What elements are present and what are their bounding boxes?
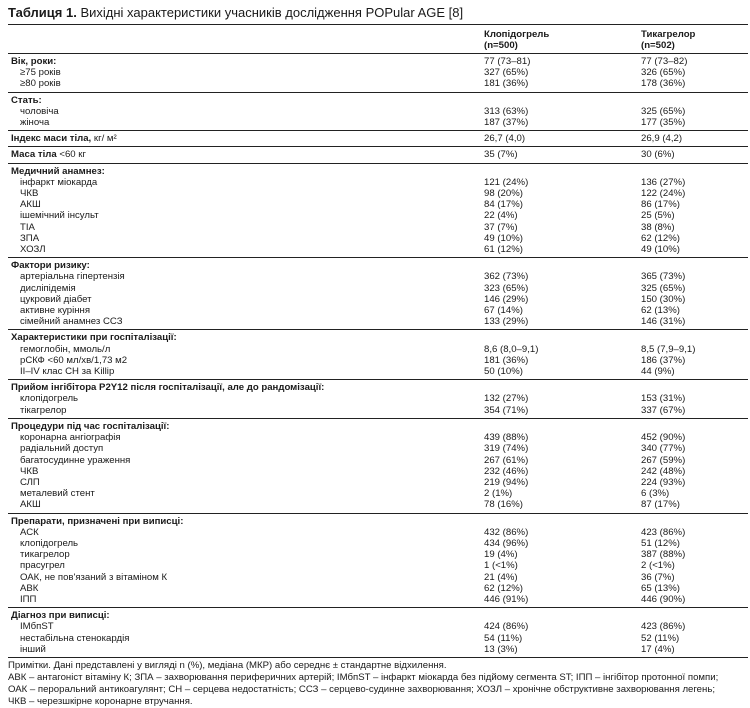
- ticagrelor-value: 65 (13%): [641, 582, 680, 594]
- table-row: [8, 418, 748, 432]
- table-row: [8, 488, 748, 499]
- header-ticagrelor: [637, 25, 748, 54]
- table-section: [8, 513, 748, 608]
- label-text: ≥80 років: [20, 78, 61, 90]
- clopidogrel-value: [480, 418, 637, 432]
- row-label: [8, 233, 480, 244]
- clopidogrel-value: 19 (4%): [484, 549, 518, 561]
- row-label: [8, 633, 480, 644]
- clopidogrel-value: 327 (65%): [484, 67, 529, 79]
- row-label: [8, 432, 480, 443]
- ticagrelor-value: 26,9 (4,2): [641, 133, 683, 145]
- label-text: АКШ: [20, 199, 41, 211]
- table-header-row: [8, 25, 748, 54]
- clopidogrel-value: 146 (29%): [484, 293, 529, 305]
- label-text: Препарати, призначені при виписці:: [11, 515, 184, 527]
- row-label: [8, 466, 480, 477]
- row-label: [8, 455, 480, 466]
- row-label: [8, 294, 480, 305]
- table-notes: [8, 660, 746, 708]
- row-label: [8, 527, 480, 538]
- row-label: [8, 405, 480, 419]
- clopidogrel-value: 354 (71%): [484, 404, 529, 416]
- clopidogrel-value: 439 (88%): [484, 432, 529, 444]
- section-header-label: [8, 608, 480, 622]
- clopidogrel-value: [480, 513, 637, 527]
- clopidogrel-value: 319 (74%): [484, 443, 529, 455]
- table-row: [8, 583, 748, 594]
- ticagrelor-value: 326 (65%): [641, 67, 686, 79]
- label-text: клопідогрель: [20, 537, 79, 549]
- label-text: ОАК, не пов'язаний з вітаміном К: [20, 571, 168, 583]
- clopidogrel-value: 219 (94%): [484, 476, 529, 488]
- label-text: ХОЗЛ: [20, 244, 46, 256]
- clopidogrel-value: 61 (12%): [484, 244, 523, 256]
- ticagrelor-value: 150 (30%): [641, 293, 686, 305]
- table-row: [8, 294, 748, 305]
- clopidogrel-value: 50 (10%): [484, 366, 523, 378]
- ticagrelor-value: 337 (67%): [641, 404, 686, 416]
- ticagrelor-value: [637, 258, 748, 272]
- label-text: клопідогрель: [20, 393, 79, 405]
- row-label: [8, 117, 480, 131]
- table-row: [8, 499, 748, 513]
- ticagrelor-value: 8,5 (7,9–9,1): [641, 343, 696, 355]
- table-row: [8, 283, 748, 294]
- table-row: [8, 527, 748, 538]
- row-label: [8, 549, 480, 560]
- clopidogrel-value: 446 (91%): [484, 593, 529, 605]
- label-text: АСК: [20, 526, 39, 538]
- row-label: [8, 443, 480, 454]
- row-label: [8, 271, 480, 282]
- clopidogrel-value: 77 (73–81): [484, 56, 531, 67]
- row-label: [8, 560, 480, 571]
- table-row: [8, 258, 748, 272]
- table-row: [8, 222, 748, 233]
- table-row: [8, 106, 748, 117]
- label-text: інший: [20, 643, 46, 655]
- row-label: [8, 177, 480, 188]
- table-row: [8, 78, 748, 92]
- table-row: [8, 117, 748, 131]
- label-text: II–IV клас СН за Killip: [20, 366, 115, 378]
- label-unit: кг/ м²: [91, 133, 117, 145]
- ticagrelor-value: 77 (73–82): [641, 56, 688, 67]
- section-header-label: [8, 513, 480, 527]
- table-row: [8, 330, 748, 344]
- label-text: тикагрелор: [20, 549, 70, 561]
- row-label: [8, 644, 480, 658]
- row-label: [8, 222, 480, 233]
- label-text: ЧКВ: [20, 188, 39, 200]
- note-line: ОАК – пероральний антикоагулянт; СН – серцева недостатність; ССЗ – серцево-судинне захворювання; ХОЗЛ – хронічне обструктивне захворювання легень;: [8, 683, 715, 695]
- label-text: ≥75 років: [20, 67, 61, 79]
- ticagrelor-value: 2 (<1%): [641, 560, 675, 572]
- table-section: [8, 418, 748, 513]
- clopidogrel-value: 323 (65%): [484, 282, 529, 294]
- header-label-cell: [8, 25, 480, 54]
- table-row: [8, 633, 748, 644]
- table-row: [8, 466, 748, 477]
- table-row: [8, 513, 748, 527]
- table-section: [8, 608, 748, 658]
- clopidogrel-value: [480, 258, 637, 272]
- note-line: ЧКВ – черезшкірне коронарне втручання.: [8, 695, 193, 707]
- table-row: [8, 271, 748, 282]
- ticagrelor-value: 325 (65%): [641, 282, 686, 294]
- label-text: цукровий діабет: [20, 293, 92, 305]
- label-text: Вік, роки:: [11, 56, 57, 67]
- ticagrelor-value: 340 (77%): [641, 443, 686, 455]
- row-label: [8, 594, 480, 608]
- row-label: [8, 477, 480, 488]
- clopidogrel-value: 21 (4%): [484, 571, 518, 583]
- header-ticagrelor-name: Тикагрелор: [641, 29, 696, 40]
- table-title-text: Вихідні характеристики учасників дослідження POPular AGE [8]: [76, 5, 464, 20]
- table-row: [8, 608, 748, 622]
- clopidogrel-value: 22 (4%): [484, 210, 518, 222]
- clopidogrel-value: 267 (61%): [484, 454, 529, 466]
- ticagrelor-value: 49 (10%): [641, 244, 680, 256]
- ticagrelor-value: 267 (59%): [641, 454, 686, 466]
- table-row: [8, 305, 748, 316]
- clopidogrel-value: 132 (27%): [484, 393, 529, 405]
- clopidogrel-value: 434 (96%): [484, 537, 529, 549]
- table-header: [8, 25, 748, 54]
- ticagrelor-value: 51 (12%): [641, 537, 680, 549]
- section-header-label: [8, 380, 480, 394]
- table-section: [8, 54, 748, 93]
- header-clopidogrel: [480, 25, 637, 54]
- label-text: Індекс маси тіла,: [11, 133, 92, 145]
- clopidogrel-value: 49 (10%): [484, 232, 523, 244]
- ticagrelor-value: 423 (86%): [641, 621, 686, 633]
- label-text: АКШ: [20, 499, 41, 511]
- label-text: ЗПА: [20, 232, 40, 244]
- ticagrelor-value: 387 (88%): [641, 549, 686, 561]
- clopidogrel-value: 54 (11%): [484, 632, 523, 644]
- row-label: [8, 210, 480, 221]
- row-label: [8, 488, 480, 499]
- row-label: [8, 106, 480, 117]
- ticagrelor-value: [637, 513, 748, 527]
- label-text: Прийом інгібітора P2Y12 після госпіталізації, але до рандомізації:: [11, 382, 325, 394]
- label-text: жіноча: [20, 117, 50, 129]
- table-row: [8, 366, 748, 380]
- table-row: [8, 560, 748, 571]
- clopidogrel-value: [480, 92, 637, 106]
- row-label: [8, 366, 480, 380]
- row-label: [8, 583, 480, 594]
- table-row: [8, 199, 748, 210]
- ticagrelor-value: 6 (3%): [641, 488, 670, 500]
- table-section: [8, 380, 748, 419]
- table-row: [8, 233, 748, 244]
- ticagrelor-value: 87 (17%): [641, 499, 680, 511]
- ticagrelor-value: 86 (17%): [641, 199, 680, 211]
- ticagrelor-value: 52 (11%): [641, 632, 680, 644]
- label-text: СЛП: [20, 476, 40, 488]
- clopidogrel-value: 84 (17%): [484, 199, 523, 211]
- table-row: [8, 621, 748, 632]
- row-label: [8, 572, 480, 583]
- label-text: Медичний анамнез:: [11, 165, 105, 177]
- label-text: Фактори ризику:: [11, 260, 90, 272]
- section-header-label: [8, 147, 480, 163]
- clopidogrel-value: 62 (12%): [484, 582, 523, 594]
- ticagrelor-value: 423 (86%): [641, 526, 686, 538]
- row-label: [8, 78, 480, 92]
- label-text: чоловіча: [20, 105, 59, 117]
- section-header-label: [8, 258, 480, 272]
- clopidogrel-value: 67 (14%): [484, 305, 523, 317]
- label-text: інфаркт міокарда: [20, 176, 98, 188]
- label-unit: <60 кг: [56, 149, 87, 161]
- label-text: Діагноз при виписці:: [11, 610, 110, 622]
- clopidogrel-value: 121 (24%): [484, 176, 529, 188]
- ticagrelor-value: 62 (12%): [641, 232, 680, 244]
- ticagrelor-value: [637, 380, 748, 394]
- note-line: АВК – антагоніст вітаміну К; ЗПА – захворювання периферичних артерій; ІМбпST – інфаркт міокарда без підйому сегмента ST; ІПП – інгібітор протонної помпи;: [8, 671, 719, 683]
- label-text: Процедури під час госпіталізації:: [11, 420, 170, 432]
- header-ticagrelor-n: (n=502): [641, 40, 675, 51]
- label-text: багатосудинне ураження: [20, 454, 131, 466]
- label-text: радіальний доступ: [20, 443, 104, 455]
- ticagrelor-value: [637, 418, 748, 432]
- clopidogrel-value: 1 (<1%): [484, 560, 518, 572]
- clopidogrel-value: [480, 163, 637, 177]
- row-label: [8, 538, 480, 549]
- label-text: Стать:: [11, 94, 42, 106]
- label-text: тікагрелор: [20, 404, 67, 416]
- ticagrelor-value: 242 (48%): [641, 465, 686, 477]
- clopidogrel-value: 362 (73%): [484, 271, 529, 283]
- ticagrelor-value: 177 (35%): [641, 117, 686, 129]
- clopidogrel-value: 26,7 (4,0): [484, 133, 526, 145]
- table-row: [8, 455, 748, 466]
- clopidogrel-value: 8,6 (8,0–9,1): [484, 343, 539, 355]
- ticagrelor-value: 452 (90%): [641, 432, 686, 444]
- ticagrelor-value: 365 (73%): [641, 271, 686, 283]
- header-clopidogrel-name: Клопідогрель: [484, 29, 550, 40]
- table-row: [8, 147, 748, 163]
- table-row: [8, 92, 748, 106]
- header-clopidogrel-n: (n=500): [484, 40, 518, 51]
- label-text: Характеристики при госпіталізації:: [11, 332, 177, 344]
- ticagrelor-value: 146 (31%): [641, 316, 686, 328]
- clopidogrel-value: 2 (1%): [484, 488, 513, 500]
- section-header-label: [8, 163, 480, 177]
- clopidogrel-value: [480, 330, 637, 344]
- table-row: [8, 244, 748, 258]
- label-text: металевий стент: [20, 488, 95, 500]
- ticagrelor-value: 136 (27%): [641, 176, 686, 188]
- table-title: [8, 4, 746, 24]
- label-text: артеріальна гіпертензія: [20, 271, 125, 283]
- clopidogrel-value: 13 (3%): [484, 643, 518, 655]
- table-row: [8, 572, 748, 583]
- table-section: [8, 258, 748, 330]
- table-section: [8, 92, 748, 131]
- clopidogrel-value: 181 (36%): [484, 78, 529, 90]
- label-text: коронарна ангіографія: [20, 432, 121, 444]
- table-row: [8, 210, 748, 221]
- table-row: [8, 538, 748, 549]
- clopidogrel-value: 78 (16%): [484, 499, 523, 511]
- table-section: [8, 330, 748, 380]
- row-label: [8, 283, 480, 294]
- row-label: [8, 499, 480, 513]
- ticagrelor-value: 178 (36%): [641, 78, 686, 90]
- table-row: [8, 443, 748, 454]
- clopidogrel-value: 37 (7%): [484, 221, 518, 233]
- table-row: [8, 355, 748, 366]
- row-label: [8, 316, 480, 330]
- ticagrelor-value: 325 (65%): [641, 105, 686, 117]
- clopidogrel-value: 133 (29%): [484, 316, 529, 328]
- ticagrelor-value: 122 (24%): [641, 188, 686, 200]
- table-row: [8, 177, 748, 188]
- label-text: прасугрел: [20, 560, 65, 572]
- clopidogrel-value: 98 (20%): [484, 188, 523, 200]
- ticagrelor-value: 25 (5%): [641, 210, 675, 222]
- table-row: [8, 188, 748, 199]
- table-row: [8, 432, 748, 443]
- label-text: нестабільна стенокардія: [20, 632, 130, 644]
- table-row: [8, 54, 748, 68]
- note-line: Примітки. Дані представлені у вигляді n (%), медіана (МКР) або середнє ± стандартне відхилення.: [8, 659, 447, 671]
- table-row: [8, 131, 748, 147]
- table-row: [8, 644, 748, 658]
- section-header-label: [8, 54, 480, 68]
- clopidogrel-value: 432 (86%): [484, 526, 529, 538]
- clopidogrel-value: 232 (46%): [484, 465, 529, 477]
- ticagrelor-value: [637, 608, 748, 622]
- row-label: [8, 188, 480, 199]
- table-section: [8, 131, 748, 147]
- label-text: сімейний анамнез ССЗ: [20, 316, 123, 328]
- table-row: [8, 594, 748, 608]
- clopidogrel-value: 187 (37%): [484, 117, 529, 129]
- table-title-number: Таблиця 1.: [8, 5, 77, 20]
- table-row: [8, 405, 748, 419]
- table-row: [8, 67, 748, 78]
- row-label: [8, 199, 480, 210]
- ticagrelor-value: 186 (37%): [641, 354, 686, 366]
- label-text: ТІА: [20, 221, 35, 233]
- ticagrelor-value: [637, 330, 748, 344]
- label-text: ішемічний інсульт: [20, 210, 99, 222]
- row-label: [8, 393, 480, 404]
- clopidogrel-value: [480, 380, 637, 394]
- label-text: рСКФ <60 мл/хв/1,73 м2: [20, 354, 128, 366]
- ticagrelor-value: [637, 163, 748, 177]
- table-row: [8, 344, 748, 355]
- clopidogrel-value: 35 (7%): [484, 149, 518, 161]
- section-header-label: [8, 131, 480, 147]
- ticagrelor-value: 224 (93%): [641, 476, 686, 488]
- label-text: дисліпідемія: [20, 282, 76, 294]
- label-text: ІМбпST: [20, 621, 54, 633]
- ticagrelor-value: 17 (4%): [641, 643, 675, 655]
- ticagrelor-value: 36 (7%): [641, 571, 675, 583]
- table-row: [8, 393, 748, 404]
- row-label: [8, 67, 480, 78]
- table-row: [8, 316, 748, 330]
- row-label: [8, 355, 480, 366]
- section-header-label: [8, 330, 480, 344]
- table-row: [8, 380, 748, 394]
- section-header-label: [8, 92, 480, 106]
- clopidogrel-value: 181 (36%): [484, 354, 529, 366]
- ticagrelor-value: 38 (8%): [641, 221, 675, 233]
- ticagrelor-value: 446 (90%): [641, 593, 686, 605]
- row-label: [8, 244, 480, 258]
- table-row: [8, 477, 748, 488]
- ticagrelor-value: [637, 92, 748, 106]
- ticagrelor-value: 62 (13%): [641, 305, 680, 317]
- baseline-characteristics-table: [8, 24, 748, 658]
- table-section: [8, 163, 748, 258]
- label-text: Маса тіла: [11, 149, 57, 161]
- row-label: [8, 305, 480, 316]
- label-text: ІПП: [20, 593, 37, 605]
- clopidogrel-value: 313 (63%): [484, 105, 529, 117]
- table-section: [8, 147, 748, 163]
- label-text: АВК: [20, 582, 39, 594]
- ticagrelor-value: 44 (9%): [641, 366, 675, 378]
- ticagrelor-value: 30 (6%): [641, 149, 675, 161]
- row-label: [8, 344, 480, 355]
- section-header-label: [8, 418, 480, 432]
- clopidogrel-value: [480, 608, 637, 622]
- table-row: [8, 163, 748, 177]
- clopidogrel-value: 424 (86%): [484, 621, 529, 633]
- table-row: [8, 549, 748, 560]
- ticagrelor-value: 153 (31%): [641, 393, 686, 405]
- label-text: гемоглобін, ммоль/л: [20, 343, 111, 355]
- label-text: активне куріння: [20, 305, 91, 317]
- label-text: ЧКВ: [20, 465, 39, 477]
- row-label: [8, 621, 480, 632]
